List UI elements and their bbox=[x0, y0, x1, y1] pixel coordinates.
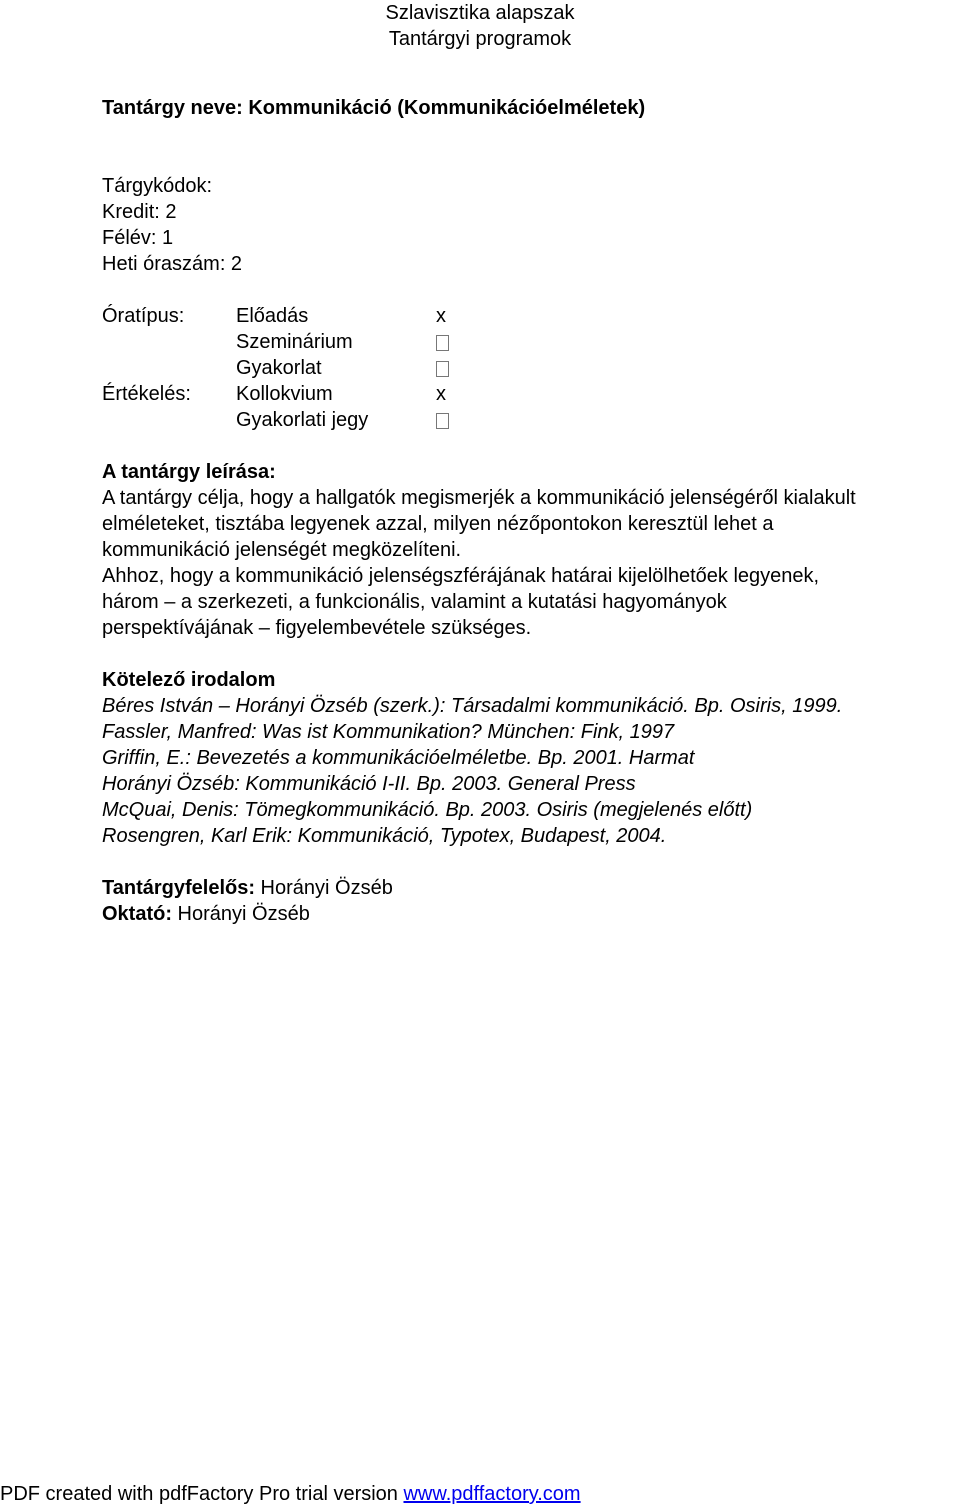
literature-item: Béres István – Horányi Özséb (szerk.): Társadalmi kommunikáció. Bp. Osiris, 1999. bbox=[102, 695, 843, 717]
empty-checkbox-icon bbox=[436, 413, 449, 429]
description-heading: A tantárgy leírása: bbox=[102, 461, 276, 483]
program-name: Szlavisztika alapszak bbox=[385, 2, 575, 24]
class-type-mark: x bbox=[436, 305, 446, 327]
pdf-footer bbox=[0, 1481, 581, 1507]
empty-checkbox-icon bbox=[436, 361, 449, 377]
evaluation-label: Értékelés: bbox=[102, 383, 191, 405]
empty-checkbox-icon bbox=[436, 335, 449, 351]
description-line: Ahhoz, hogy a kommunikáció jelenségszférájának határai kijelölhetőek legyenek, bbox=[102, 565, 820, 587]
literature-item: Fassler, Manfred: Was ist Kommunikation? München: Fink, 1997 bbox=[102, 721, 675, 743]
course-teacher bbox=[102, 901, 960, 927]
literature-item: Griffin, E.: Bevezetés a kommunikációelméletbe. Bp. 2001. Harmat bbox=[102, 747, 695, 769]
document-header bbox=[0, 0, 960, 52]
course-title: Tantárgy neve: Kommunikáció (Kommunikációelméletek) bbox=[102, 97, 646, 119]
class-type-row bbox=[102, 329, 960, 355]
course-credit: Kredit: 2 bbox=[102, 201, 177, 223]
description-line: elméleteket, tisztába legyenek azzal, milyen nézőpontokon keresztül lehet a bbox=[102, 513, 774, 535]
course-responsible bbox=[102, 875, 960, 901]
teacher-value: Horányi Özséb bbox=[172, 903, 310, 925]
course-semester: Félév: 1 bbox=[102, 227, 174, 249]
class-type-row bbox=[102, 355, 960, 381]
course-hours: Heti óraszám: 2 bbox=[102, 253, 243, 275]
class-type-table bbox=[102, 303, 960, 433]
literature-list bbox=[102, 693, 960, 849]
evaluation-mark: x bbox=[436, 383, 446, 405]
description-text bbox=[102, 485, 960, 641]
description-line: perspektívájának – figyelembevétele szükséges. bbox=[102, 617, 532, 639]
literature-item: McQuai, Denis: Tömegkommunikáció. Bp. 2003. Osiris (megjelenés előtt) bbox=[102, 799, 753, 821]
literature-heading: Kötelező irodalom bbox=[102, 669, 276, 691]
responsible-value: Horányi Özséb bbox=[255, 877, 393, 899]
document-body bbox=[102, 95, 960, 927]
class-type-name: Szeminárium bbox=[236, 331, 353, 353]
description-line: három – a szerkezeti, a funkcionális, valamint a kutatási hagyományok bbox=[102, 591, 727, 613]
evaluation-name: Gyakorlati jegy bbox=[236, 409, 369, 431]
responsible-label: Tantárgyfelelős: bbox=[102, 877, 255, 899]
evaluation-row bbox=[102, 381, 960, 407]
footer-text: PDF created with pdfFactory Pro trial version bbox=[0, 1483, 404, 1505]
evaluation-name: Kollokvium bbox=[236, 383, 333, 405]
document-subtitle: Tantárgyi programok bbox=[388, 28, 572, 50]
class-type-label: Óratípus: bbox=[102, 305, 185, 327]
teacher-label: Oktató: bbox=[102, 903, 172, 925]
evaluation-row bbox=[102, 407, 960, 433]
description-line: kommunikáció jelenségét megközelíteni. bbox=[102, 539, 462, 561]
course-codes: Tárgykódok: bbox=[102, 175, 213, 197]
pdffactory-link[interactable]: www.pdffactory.com bbox=[403, 1483, 581, 1505]
literature-item: Horányi Özséb: Kommunikáció I-II. Bp. 2003. General Press bbox=[102, 773, 636, 795]
literature-item: Rosengren, Karl Erik: Kommunikáció, Typotex, Budapest, 2004. bbox=[102, 825, 667, 847]
description-line: A tantárgy célja, hogy a hallgatók megismerjék a kommunikáció jelenségéről kialakult bbox=[102, 487, 856, 509]
class-type-name: Előadás bbox=[236, 305, 309, 327]
class-type-name: Gyakorlat bbox=[236, 357, 322, 379]
class-type-row bbox=[102, 303, 960, 329]
